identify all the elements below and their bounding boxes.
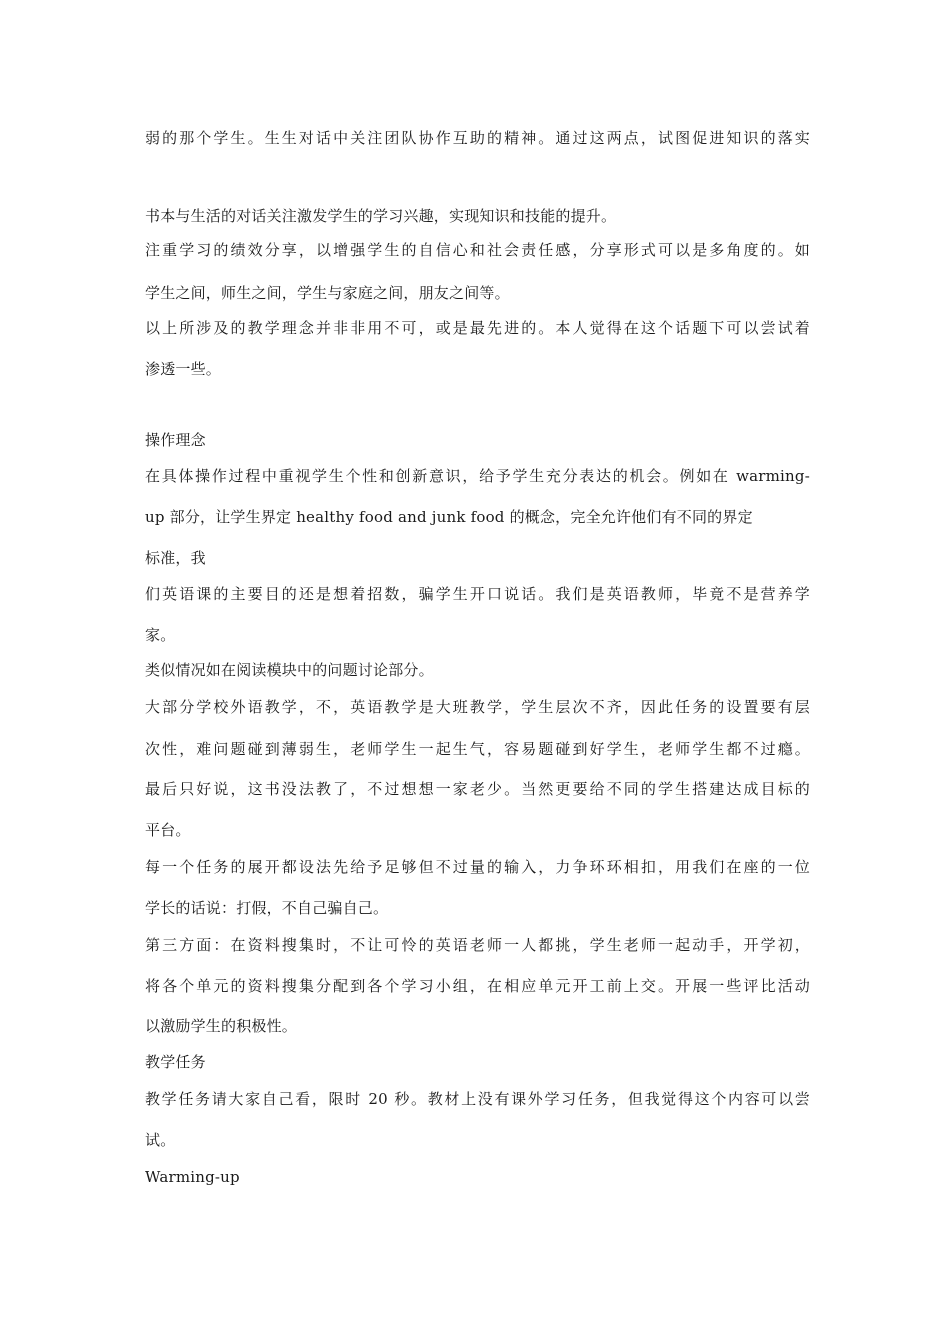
paragraph-line: 书本与生活的对话关注激发学生的学习兴趣，实现知识和技能的提升。 bbox=[145, 207, 617, 225]
paragraph-line: 标准，我 bbox=[145, 549, 206, 567]
section-heading: 操作理念 bbox=[145, 431, 206, 449]
section-heading: Warming-up bbox=[145, 1168, 240, 1186]
paragraph-line: 弱的那个学生。生生对话中关注团队协作互助的精神。通过这两点，试图促进知识的落实 bbox=[145, 129, 810, 147]
paragraph-line: 们英语课的主要目的还是想着招数，骗学生开口说话。我们是英语教师，毕竟不是营养学 bbox=[145, 585, 810, 603]
paragraph-line: 试。 bbox=[145, 1131, 176, 1149]
paragraph-line: 渗透一些。 bbox=[145, 360, 222, 378]
paragraph-line: 次性，难问题碰到薄弱生，老师学生一起生气，容易题碰到好学生，老师学生都不过瘾。 bbox=[145, 740, 810, 758]
paragraph-line: 教学任务请大家自己看，限时 20 秒。教材上没有课外学习任务，但我觉得这个内容可以尝 bbox=[145, 1090, 810, 1108]
paragraph-line: 家。 bbox=[145, 626, 176, 644]
paragraph-line: 以上所涉及的教学理念并非非用不可，或是最先进的。本人觉得在这个话题下可以尝试着 bbox=[145, 319, 810, 337]
paragraph-line: 以激励学生的积极性。 bbox=[145, 1017, 298, 1035]
section-heading: 教学任务 bbox=[145, 1053, 206, 1071]
paragraph-line: 每一个任务的展开都设法先给予足够但不过量的输入，力争环环相扣，用我们在座的一位 bbox=[145, 858, 810, 876]
paragraph-line: 类似情况如在阅读模块中的问题讨论部分。 bbox=[145, 661, 434, 679]
paragraph-line: 第三方面：在资料搜集时，不让可怜的英语老师一人都挑，学生老师一起动手，开学初， bbox=[145, 936, 810, 954]
paragraph-line: 最后只好说，这书没法教了，不过想想一家老少。当然更要给不同的学生搭建达成目标的 bbox=[145, 780, 810, 798]
paragraph-line: up 部分，让学生界定 healthy food and junk food 的概念，完全允许他们有不同的界定 bbox=[145, 508, 753, 526]
paragraph-line: 学生之间，师生之间，学生与家庭之间，朋友之间等。 bbox=[145, 284, 510, 302]
paragraph-line: 平台。 bbox=[145, 821, 191, 839]
paragraph-line: 大部分学校外语教学，不，英语教学是大班教学，学生层次不齐，因此任务的设置要有层 bbox=[145, 698, 810, 716]
paragraph-line: 学长的话说：打假，不自己骗自己。 bbox=[145, 899, 389, 917]
paragraph-line: 将各个单元的资料搜集分配到各个学习小组，在相应单元开工前上交。开展一些评比活动 bbox=[145, 977, 810, 995]
paragraph-line: 在具体操作过程中重视学生个性和创新意识，给予学生充分表达的机会。例如在 warming- bbox=[145, 467, 810, 485]
paragraph-line: 注重学习的绩效分享，以增强学生的自信心和社会责任感，分享形式可以是多角度的。如 bbox=[145, 241, 810, 259]
